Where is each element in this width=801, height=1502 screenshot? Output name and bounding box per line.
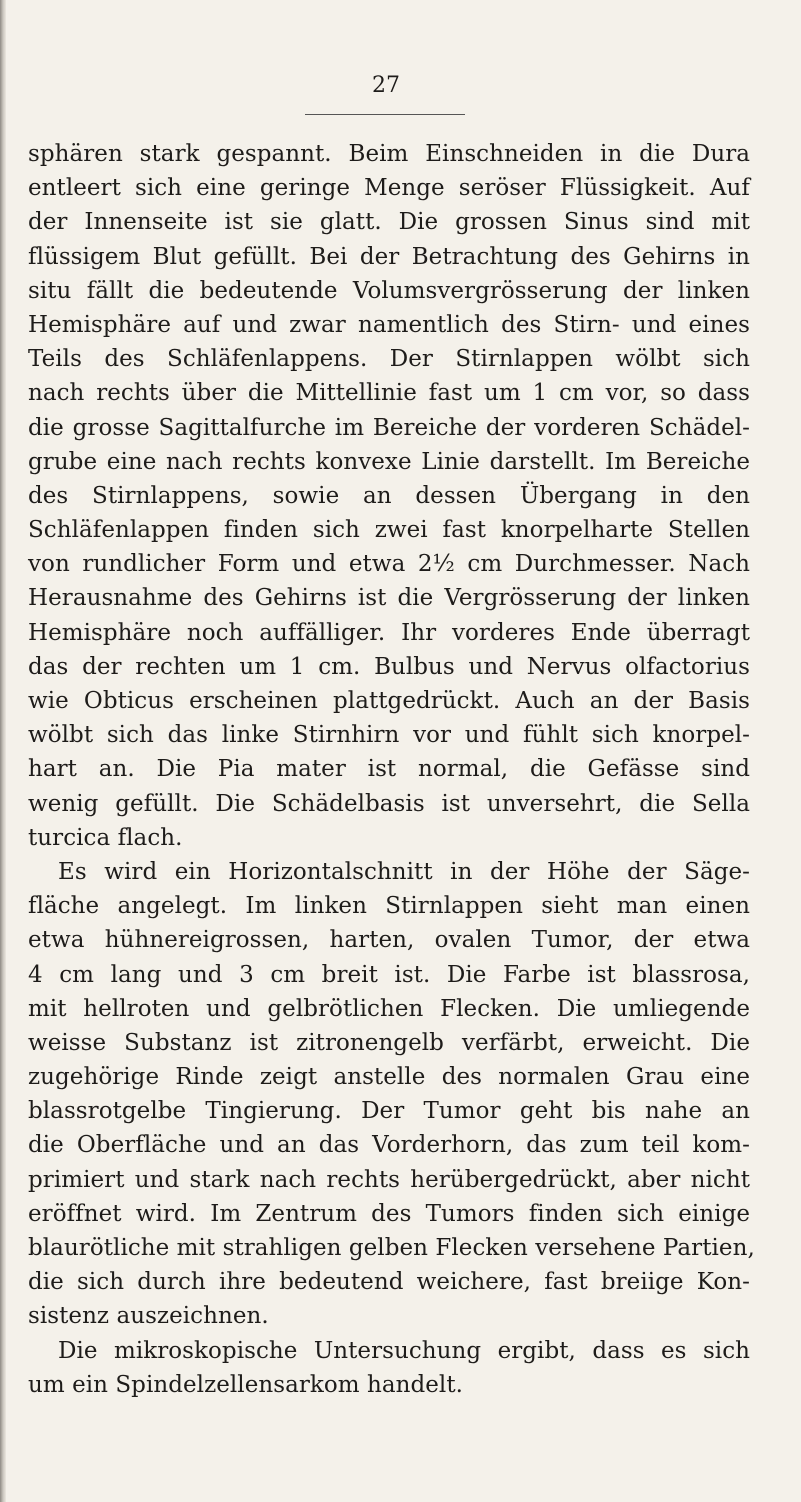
text-line: Schläfenlappen finden sich zwei fast knorpelharte Stellen	[28, 517, 750, 544]
text-line: sphären stark gespannt. Beim Einschneiden in die Dura	[28, 141, 750, 167]
text-line: zugehörige Rinde zeigt anstelle des normalen Grau eine	[28, 1064, 750, 1091]
text-line: Teils des Schläfenlappens. Der Stirnlappen wölbt sich	[28, 346, 750, 373]
text-line: wenig gefüllt. Die Schädelbasis ist unversehrt, die Sella	[28, 790, 750, 817]
text-line: hart an. Die Pia mater ist normal, die Gefässe sind	[28, 756, 750, 783]
text-line: das der rechten um 1 cm. Bulbus und Nervus olfactorius	[28, 653, 750, 680]
text-line: Die mikroskopische Untersuchung ergibt, dass es sich	[58, 1337, 750, 1364]
text-line: mit hellroten und gelbrötlichen Flecken. Die umliegende	[28, 995, 750, 1022]
text-line: der Innenseite ist sie glatt. Die grossen Sinus sind mit	[28, 209, 750, 236]
text-line: situ fällt die bedeutende Volumsvergrösserung der linken	[28, 277, 750, 304]
text-line: blassrotgelbe Tingierung. Der Tumor geht bis nahe an	[28, 1098, 750, 1125]
text-line: Es wird ein Horizontalschnitt in der Höhe der Säge-	[58, 858, 750, 885]
text-line: Hemisphäre auf und zwar namentlich des Stirn- und eines	[28, 311, 750, 338]
text-line: flüssigem Blut gefüllt. Bei der Betrachtung des Gehirns in	[28, 243, 750, 270]
text-line: wölbt sich das linke Stirnhirn vor und fühlt sich knorpel-	[28, 722, 750, 749]
text-line: nach rechts über die Mittellinie fast um 1 cm vor, so dass	[28, 380, 750, 407]
text-line: eröffnet wird. Im Zentrum des Tumors finden sich einige	[28, 1200, 750, 1227]
text-line: entleert sich eine geringe Menge seröser Flüssigkeit. Auf	[28, 175, 750, 202]
text-line: grube eine nach rechts konvexe Linie darstellt. Im Bereiche	[28, 448, 750, 475]
page-gutter-shadow	[0, 0, 6, 1502]
text-line: turcica flach.	[28, 824, 183, 851]
text-line: des Stirnlappens, sowie an dessen Übergang in den	[28, 482, 750, 509]
text-line: die sich durch ihre bedeutend weichere, fast breiige Kon-	[28, 1269, 750, 1296]
text-line: fläche angelegt. Im linken Stirnlappen sieht man einen	[28, 893, 750, 920]
text-line: 4 cm lang und 3 cm breit ist. Die Farbe ist blassrosa,	[28, 961, 750, 988]
page-number: 27	[372, 73, 400, 98]
text-line: weisse Substanz ist zitronengelb verfärbt, erweicht. Die	[28, 1029, 750, 1056]
text-line: um ein Spindelzellensarkom handelt.	[28, 1371, 463, 1398]
header-rule	[305, 114, 465, 115]
text-line: primiert und stark nach rechts herübergedrückt, aber nicht	[28, 1166, 750, 1193]
text-line: etwa hühnereigrossen, harten, ovalen Tumor, der etwa	[28, 927, 750, 954]
text-line: Hemisphäre noch auffälliger. Ihr vorderes Ende überragt	[28, 619, 750, 646]
text-line: wie Obticus erscheinen plattgedrückt. Auch an der Basis	[28, 688, 750, 714]
text-line: die Oberfläche und an das Vorderhorn, das zum teil kom-	[28, 1132, 750, 1159]
body-text	[28, 137, 755, 1402]
text-line: sistenz auszeichnen.	[28, 1303, 269, 1330]
text-line: Herausnahme des Gehirns ist die Vergrösserung der linken	[28, 585, 750, 612]
text-line: von rundlicher Form und etwa 2½ cm Durchmesser. Nach	[28, 551, 750, 578]
text-line: blaurötliche mit strahligen gelben Flecken versehene Partien,	[28, 1235, 755, 1261]
text-line: die grosse Sagittalfurche im Bereiche der vorderen Schädel-	[28, 414, 750, 441]
